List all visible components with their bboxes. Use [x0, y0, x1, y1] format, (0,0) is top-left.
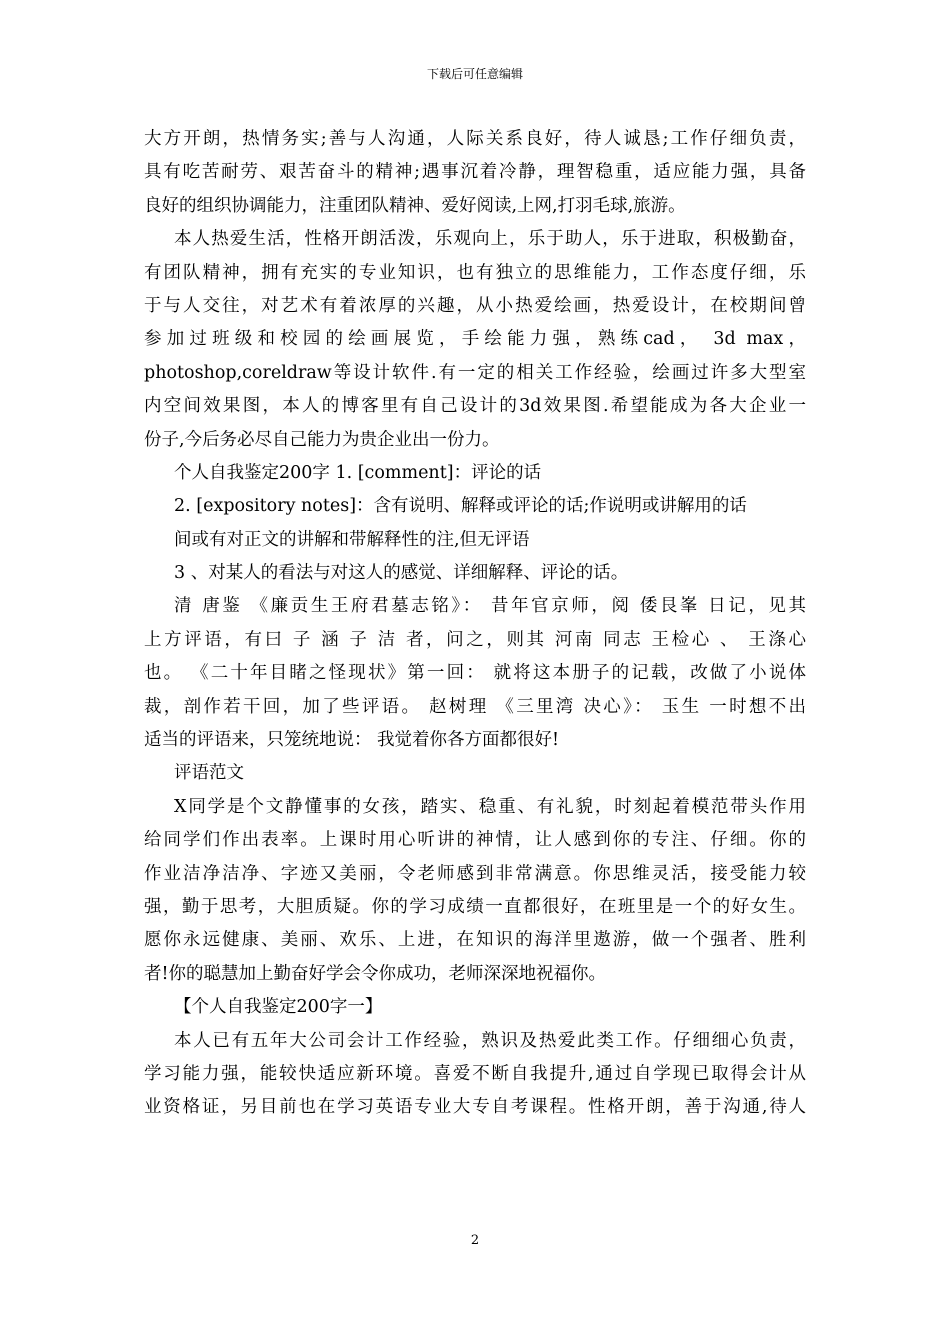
text-line: 清 唐鉴 《廉贡生王府君墓志铭》： 昔年官京师，阅 倭艮峯 日记，见其 [174, 596, 806, 617]
text-line: 学习能力强，能较快适应新环境。喜爱不断自我提升,通过自学现已取得会计从 [144, 1063, 806, 1084]
text-line: 3 、对某人的看法与对这人的感觉、详细解释、评论的话。 [174, 563, 629, 584]
text-line: 参加过班级和校园的绘画展览，手绘能力强，熟练cad， 3d max， [144, 329, 806, 350]
text-line: 2. [expository notes]：含有说明、解释或评论的话;作说明或讲解用的话 [174, 496, 747, 517]
page-header: 下载后可任意编辑 [426, 67, 523, 81]
text-line: 业资格证，另目前也在学习英语专业大专自考课程。性格开朗，善于沟通,待人 [144, 1097, 806, 1118]
text-line: 内空间效果图，本人的博客里有自己设计的3d效果图.希望能成为各大企业一 [144, 396, 806, 417]
text-line: X同学是个文静懂事的女孩，踏实、稳重、有礼貌，时刻起着模范带头作用 [174, 796, 806, 817]
text-line: 份子,今后务必尽自己能力为贵企业出一份力。 [144, 429, 500, 450]
text-line: 强，勤于思考，大胆质疑。你的学习成绩一直都很好，在班里是一个的好女生。 [144, 896, 806, 917]
text-line: 于与人交往，对艺术有着浓厚的兴趣，从小热爱绘画，热爱设计，在校期间曾 [144, 295, 806, 316]
text-line: 个人自我鉴定200字 1. [comment]：评论的话 [174, 462, 542, 483]
text-line: 间或有对正文的讲解和带解释性的注,但无评语 [174, 529, 530, 550]
text-line: 适当的评语来，只笼统地说： 我觉着你各方面都很好! [144, 730, 560, 751]
document-body [144, 123, 806, 1125]
text-line: 评语范文 [174, 763, 244, 784]
text-line: 本人已有五年大公司会计工作经验，熟识及热爱此类工作。仔细细心负责， [174, 1030, 806, 1051]
text-line: 具有吃苦耐劳、艰苦奋斗的精神;遇事沉着冷静，理智稳重，适应能力强，具备 [144, 162, 806, 183]
page-number: 2 [470, 1233, 480, 1248]
text-line: 作业洁净洁净、字迹又美丽，令老师感到非常满意。你思维灵活，接受能力较 [144, 863, 806, 884]
text-line: 上方评语，有曰 子 涵 子 洁 者，问之，则其 河南 同志 王检心 、 王涤心 [144, 629, 806, 650]
text-line: 有团队精神，拥有充实的专业知识，也有独立的思维能力，工作态度仔细，乐 [144, 262, 806, 283]
text-line: 【个人自我鉴定200字一】 [174, 997, 383, 1018]
text-line: 者!你的聪慧加上勤奋好学会令你成功，老师深深地祝福你。 [144, 963, 607, 984]
text-line: 良好的组织协调能力，注重团队精神、爱好阅读,上网,打羽毛球,旅游。 [144, 195, 686, 216]
text-line: 裁，剖作若干回，加了些评语。 赵树理 《三里湾 决心》： 玉生 一时想不出 [144, 696, 806, 717]
text-line: 给同学们作出表率。上课时用心听讲的神情，让人感到你的专注、仔细。你的 [144, 830, 806, 851]
text-line: 大方开朗，热情务实;善与人沟通，人际关系良好，待人诚恳;工作仔细负责， [144, 129, 806, 149]
text-line: 愿你永远健康、美丽、欢乐、上进，在知识的海洋里遨游，做一个强者、胜利 [144, 930, 806, 951]
text-line: photoshop,coreldraw等设计软件.有一定的相关工作经验，绘画过许多大型室 [144, 362, 806, 383]
text-line: 也。 《二十年目睹之怪现状》第一回： 就将这本册子的记载，改做了小说体 [144, 663, 806, 684]
text-line: 本人热爱生活，性格开朗活泼，乐观向上，乐于助人，乐于进取，积极勤奋， [174, 229, 806, 250]
